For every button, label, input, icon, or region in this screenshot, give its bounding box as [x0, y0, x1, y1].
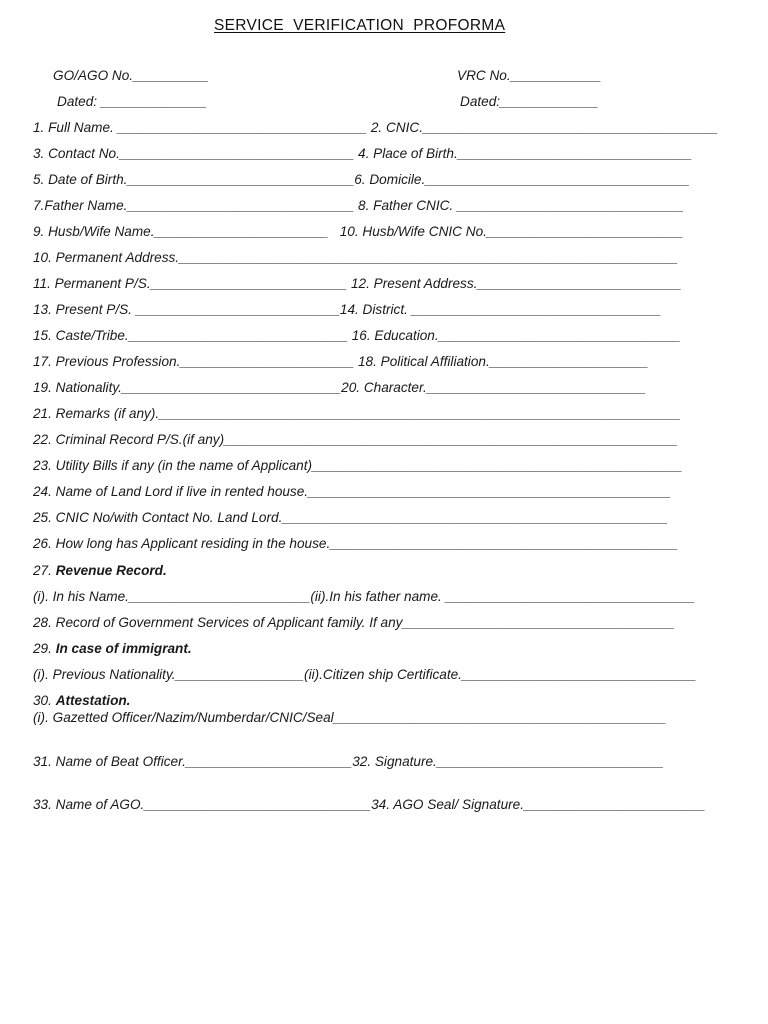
section-number: 27. [33, 563, 56, 578]
land-lord-cnic-row[interactable]: 25. CNIC No/with Contact No. Land Lord.___________________________________________________ [33, 510, 668, 525]
residing-duration-row[interactable]: 26. How long has Applicant residing in the house.______________________________________________ [33, 536, 679, 551]
attestation-heading [33, 693, 130, 709]
permanent-ps-present-address-row[interactable]: 11. Permanent P/S.__________________________ 12. Present Address.___________________________ [33, 276, 682, 291]
utility-bills-row[interactable]: 23. Utility Bills if any (in the name of Applicant)_________________________________________________ [33, 458, 683, 473]
revenue-record-heading [33, 563, 167, 579]
go-ago-number-field[interactable]: GO/AGO No.__________ [53, 68, 209, 83]
contact-place-of-birth-row[interactable]: 3. Contact No._______________________________ 4. Place of Birth._______________________________ [33, 146, 693, 161]
criminal-record-row[interactable]: 22. Criminal Record P/S.(if any)____________________________________________________________ [33, 432, 678, 447]
dated-right-field[interactable]: Dated:_____________ [460, 94, 599, 109]
revenue-record-names-row[interactable]: (i). In his Name.________________________(ii).In his father name. _________________________________ [33, 589, 696, 604]
nationality-character-row[interactable]: 19. Nationality._____________________________20. Character._____________________________ [33, 380, 647, 395]
full-name-cnic-row[interactable]: 1. Full Name. _________________________________ 2. CNIC._______________________________________ [33, 120, 718, 135]
date-of-birth-domicile-row[interactable]: 5. Date of Birth.______________________________6. Domicile.___________________________________ [33, 172, 690, 187]
beat-officer-signature-row[interactable]: 31. Name of Beat Officer.______________________32. Signature.______________________________ [33, 754, 664, 769]
immigrant-details-row[interactable]: (i). Previous Nationality._________________(ii).Citizen ship Certificate._______________________________ [33, 667, 697, 682]
dated-left-field[interactable]: Dated: ______________ [57, 94, 207, 109]
vrc-number-field[interactable]: VRC No.____________ [457, 68, 602, 83]
permanent-address-row[interactable]: 10. Permanent Address.__________________________________________________________________ [33, 250, 679, 265]
section-label: Revenue Record. [55, 563, 167, 578]
page-title: SERVICE VERIFICATION PROFORMA [214, 17, 506, 34]
land-lord-name-row[interactable]: 24. Name of Land Lord if live in rented house.________________________________________________ [33, 484, 671, 499]
immigrant-heading [33, 641, 192, 657]
attestation-row[interactable]: (i). Gazetted Officer/Nazim/Numberdar/CNIC/Seal____________________________________________ [33, 710, 667, 725]
present-ps-district-row[interactable]: 13. Present P/S. ___________________________14. District. _________________________________ [33, 302, 662, 317]
husb-wife-name-cnic-row[interactable]: 9. Husb/Wife Name._______________________ 10. Husb/Wife CNIC No.__________________________ [33, 224, 684, 239]
section-label: Attestation. [55, 693, 131, 708]
government-services-row[interactable]: 28. Record of Government Services of Applicant family. If any____________________________________ [33, 615, 675, 630]
father-name-cnic-row[interactable]: 7.Father Name.______________________________ 8. Father CNIC. ______________________________ [33, 198, 684, 213]
remarks-row[interactable]: 21. Remarks (if any)._____________________________________________________________________ [33, 406, 681, 421]
section-number: 30. [33, 693, 56, 708]
profession-political-row[interactable]: 17. Previous Profession._______________________ 18. Political Affiliation._____________________ [33, 354, 649, 369]
ago-name-seal-row[interactable]: 33. Name of AGO.______________________________34. AGO Seal/ Signature.________________________ [33, 797, 706, 812]
section-number: 29. [33, 641, 56, 656]
section-label: In case of immigrant. [55, 641, 192, 656]
caste-education-row[interactable]: 15. Caste/Tribe._____________________________ 16. Education.________________________________ [33, 328, 681, 343]
